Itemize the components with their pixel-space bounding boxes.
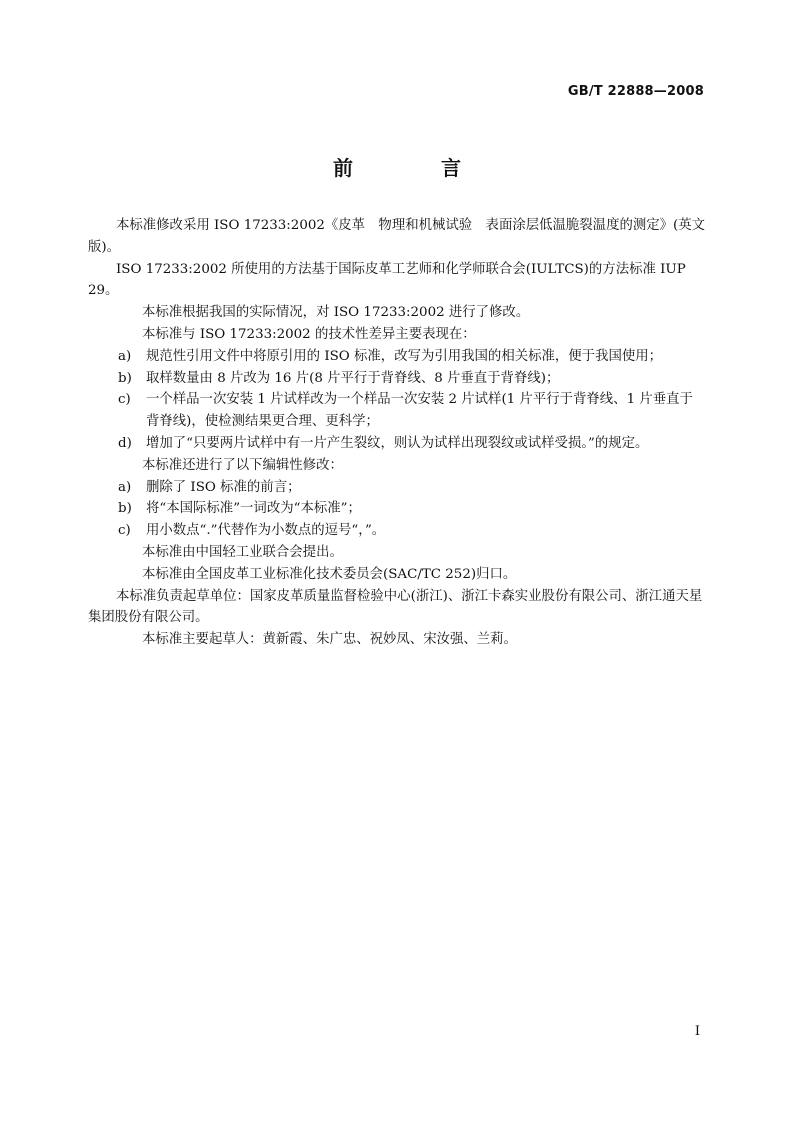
paragraph-proposer: 本标准由中国轻工业联合会提出。 bbox=[142, 544, 343, 560]
paragraph-committee: 本标准由全国皮革工业标准化技术委员会(SAC/TC 252)归口。 bbox=[142, 566, 517, 582]
paragraph-drafting-units: 本标准负责起草单位：国家皮革质量监督检验中心(浙江)、浙江卡森实业股份有限公司、浙江通天星集团股份有限公司。 bbox=[88, 588, 703, 626]
list-item-text: 用小数点“.”代替作为小数点的逗号“，”。 bbox=[146, 523, 386, 539]
paragraph-editorial-intro: 本标准还进行了以下编辑性修改： bbox=[142, 457, 343, 473]
list-marker: a) bbox=[118, 348, 132, 364]
paragraph-drafters: 本标准主要起草人：黄新霞、朱广忠、祝妙凤、宋汝强、兰莉。 bbox=[142, 632, 517, 648]
list-item-text: 增加了“只要两片试样中有一片产生裂纹，则认为试样出现裂纹或试样受损。”的规定。 bbox=[146, 435, 649, 451]
list-item-text: 取样数量由 8 片改为 16 片(8 片平行于背脊线、8 片垂直于背脊线)； bbox=[146, 370, 560, 386]
paragraph-method-basis: ISO 17233:2002 所使用的方法基于国际皮革工艺师和化学师联合会(IULTCS)的方法标准 IUP 29。 bbox=[88, 261, 686, 299]
list-item bbox=[118, 498, 706, 520]
list-item-text: 删除了 ISO 标准的前言； bbox=[146, 479, 301, 495]
paragraph-modification: 本标准根据我国的实际情况，对 ISO 17233:2002 进行了修改。 bbox=[142, 305, 530, 321]
list-item bbox=[118, 520, 706, 542]
list-marker: c) bbox=[118, 392, 131, 408]
list-item bbox=[118, 346, 706, 368]
standard-code: GB/T 22888—2008 bbox=[567, 84, 704, 99]
list-item bbox=[118, 477, 706, 499]
list-item bbox=[118, 389, 706, 433]
paragraph-differences-intro: 本标准与 ISO 17233:2002 的技术性差异主要表现在： bbox=[142, 326, 476, 342]
foreword-body bbox=[88, 215, 706, 651]
list-marker: d) bbox=[118, 435, 132, 451]
list-marker: b) bbox=[118, 370, 132, 386]
list-marker: a) bbox=[118, 479, 132, 495]
page-title: 前 言 bbox=[333, 156, 495, 180]
list-item-text: 规范性引用文件中将原引用的 ISO 标准，改写为引用我国的相关标准，便于我国使用； bbox=[146, 348, 663, 364]
page-number: I bbox=[694, 1024, 700, 1039]
list-item-text: 一个样品一次安装 1 片试样改为一个样品一次安装 2 片试样(1 片平行于背脊线、1 片垂直于背脊线)，使检测结果更合理、更科学； bbox=[146, 392, 693, 430]
list-item-text: 将“本国际标准”一词改为“本标准”； bbox=[146, 501, 361, 517]
list-marker: b) bbox=[118, 501, 132, 517]
list-item bbox=[118, 433, 706, 455]
list-item bbox=[118, 368, 706, 390]
list-marker: c) bbox=[118, 523, 131, 539]
paragraph-adoption: 本标准修改采用 ISO 17233:2002《皮革 物理和机械试验 表面涂层低温脆裂温度的测定》(英文版)。 bbox=[88, 218, 706, 255]
